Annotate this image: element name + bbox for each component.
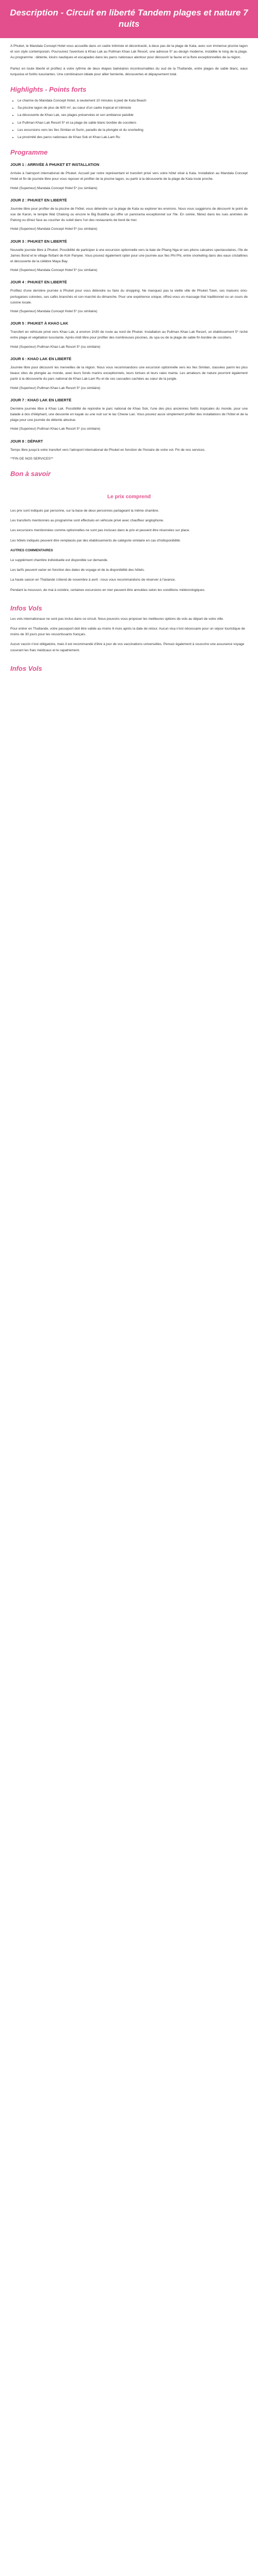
good-to-know-title: Bon à savoir [10,469,51,478]
note: Les prix sont indiqués par personne, sur la base de deux personnes partageant la même chambre. [10,509,159,513]
day-description: Journée libre pour découvrir les merveilles de la région. Nous vous recommandons une excursion optionnelle vers les îles Similan, classées parmi les plus beaux sites de plongée au monde, avec leurs fonds marins exceptionnels, leurs tortues et leurs raies manta. Les amateurs de nature pourront également partir à la découverte du parc national de Khao Lak-Lam Ru et de ses cascades cachées au cœur de la jungle. [10,365,248,381]
program-day [10,320,248,350]
supplement-note: Le supplément chambre individuelle est disponible sur demande. [10,558,108,562]
day-description: Transfert en véhicule privé vers Khao Lak, à environ 1h30 de route au nord de Phuket. Installation au Pullman Khao Lak Resort, un établissement 5* niché entre plage et végétation luxuriante. Après-midi libre pour profiter des nombreuses piscines, du spa ou de la plage de sable fin bordée de cocotiers. [10,330,248,340]
day-hotel: Hotel (Superieur) Pullman Khao Lak Resort 5* (ou similaire) [10,345,101,349]
info-title: Infos Vols [10,604,42,612]
supplement-note: La haute saison en Thaïlande s'étend de novembre à avril : nous vous recommandons de réserver à l'avance. [10,578,176,582]
day-heading: JOUR 1 : ARRIVÉE À PHUKET ET INSTALLATION [10,162,100,167]
page-title: Description - Circuit en liberté Tandem plages et nature 7 nuits [10,8,248,29]
info-note: Aucun vaccin n'est obligatoire, mais il est recommandé d'être à jour de vos vaccinations universelles. Pensez également à souscrire une assurance voyage couvrant les frais médicaux et le rapatriement. [10,642,245,652]
highlight-item: • La proximité des parcs nationaux de Khao Sok et Khao Lak-Lam Ru [18,134,248,140]
highlights-title: Highlights - Points forts [10,86,87,94]
note: Les transferts mentionnés au programme sont effectués en véhicule privé avec chauffeur anglophone. [10,519,164,523]
day-hotel: Hotel (Superieur) Mandala Concept Hotel 5* (ou similaire) [10,268,98,273]
highlight-item: • Le Pullman Khao Lak Resort 5* et sa plage de sable blanc bordée de cocotiers [18,120,248,126]
day-heading: JOUR 8 : DÉPART [10,438,43,444]
supplements-title: AUTRES COMMENTAIRES [10,548,53,552]
program-day [10,356,248,391]
day-hotel: Hotel (Superieur) Pullman Khao Lak Resort 5* (ou similaire) [10,386,101,390]
info-note: Pour entrer en Thaïlande, votre passeport doit être valide au moins 6 mois après la date de retour. Aucun visa n'est nécessaire pour un séjour touristique de moins de 30 jours pour les ressortissants français. [10,626,245,637]
day-description: Arrivée à l'aéroport international de Phuket. Accueil par notre représentant et transfert privé vers votre hôtel situé à Kata. Installation au Mandala Concept Hotel et fin de journée libre pour vous reposer et profiter de la piscine lagon, ou partir à la découverte de la plage de Kata toute proche. [10,172,248,181]
highlight-item: • Sa piscine lagon de plus de 600 m², au cœur d'un cadre tropical et intimiste [18,105,248,111]
day-description: Profitez d'une dernière journée à Phuket pour vous détendre ou faire du shopping. Ne manquez pas la vieille ville de Phuket Town, ses maisons sino-portugaises colorées, ses cafés branchés et son marché du dimanche. Pour une expérience unique, offrez-vous un massage thaï traditionnel ou un cours de cuisine locale. [10,289,248,304]
highlight-item: • La découverte de Khao Lak, ses plages préservées et son ambiance paisible [18,112,248,118]
day-description: Temps libre jusqu'à votre transfert vers l'aéroport international de Phuket en fonction de l'horaire de votre vol. Fin de nos services. [10,448,205,452]
intro-paragraph: Partez en toute liberté et profitez à votre rythme de deux étapes balnéaires incontournables du sud de la Thaïlande, entre plages de sable blanc, eaux turquoise et forêts luxuriantes. Une combinaison idéale pour allier farniente, découvertes et dépaysement total. [10,66,248,76]
day-description: Journée libre pour profiter de la piscine de l'hôtel, vous détendre sur la plage de Kata ou explorer les environs. Nous vous suggérons de découvrir le point de vue de Karon, le temple Wat Chalong ou encore le Big Buddha qui offre un panorama exceptionnel sur l'île. En soirée, flânez dans les rues animées de Patong ou dînez face au coucher du soleil dans l'un des restaurants de bord de mer. [10,207,248,223]
content [0,38,258,672]
day-description: Dernière journée libre à Khao Lak. Possibilité de rejoindre le parc national de Khao Sok, l'une des plus anciennes forêts tropicales du monde, pour une balade à dos d'éléphant, une descente en kayak ou une nuit sur le lac Cheow Lan. Vous pouvez aussi simplement profiter des installations de l'hôtel et de la plage pour une journée de détente absolue. [10,406,248,422]
supplement-note: Pendant la mousson, de mai à octobre, certaines excursions en mer peuvent être annulées selon les conditions météorologiques. [10,588,205,592]
day-hotel: Hotel (Superieur) Pullman Khao Lak Resort 5* (ou similaire) [10,427,101,431]
hero-banner [0,0,258,38]
info-note: Les vols internationaux ne sont pas inclus dans ce circuit. Nous pouvons vous proposer les meilleures options de vols au départ de votre ville. [10,617,224,621]
day-hotel: Hotel (Superieur) Mandala Concept Hotel 5* (ou similaire) [10,310,98,314]
price-box [10,492,248,501]
program-day [10,239,248,274]
highlight-item: • Le charme du Mandala Concept Hotel, à seulement 10 minutes à pied de Kata Beach [18,98,248,104]
price-label: Le prix comprend [107,494,151,500]
day-heading: JOUR 5 : PHUKET À KHAO LAK [10,321,69,326]
day-heading: JOUR 2 : PHUKET EN LIBERTÉ [10,197,67,202]
intro-paragraph: A Phuket, le Mandala Concept Hotel vous accueille dans un cadre intimiste et décontracté, à deux pas de la plage de Kata, avec son immense piscine lagon et son style contemporain. Poursuivez l'aventure à Khao Lak au Pullman Khao Lak Resort, une adresse 5* au design moderne, installée le long de la plage. Au programme : détente, loisirs nautiques et escapades dans les parcs nationaux alentour pour découvrir la faune et la flore exceptionnelles de la région. [10,44,248,60]
supplement-note: Les tarifs peuvent varier en fonction des dates de voyage et de la disponibilité des hôtels. [10,568,145,572]
info-title-secondary: Infos Vols [10,664,42,672]
program-day [10,162,248,191]
program-day [10,438,248,462]
day-heading: JOUR 3 : PHUKET EN LIBERTÉ [10,239,67,244]
program-title: Programme [10,148,48,157]
program-day [10,197,248,232]
program-day [10,397,248,432]
day-hotel: Hotel (Superieur) Mandala Concept Hotel 5* (ou similaire) [10,186,98,190]
day-heading: JOUR 4 : PHUKET EN LIBERTÉ [10,280,67,285]
day-description: Nouvelle journée libre à Phuket. Possibilité de participer à une excursion optionnelle vers la baie de Phang Nga et ses pitons calcaires spectaculaires, l'île de James Bond et le village flottant de Koh Panyee. Vous pouvez également opter pour une journée aux îles Phi Phi, entre snorkeling dans des eaux cristallines et découverte de la célèbre Maya Bay. [10,248,248,264]
day-heading: JOUR 6 : KHAO LAK EN LIBERTÉ [10,356,72,361]
note: Les hôtels indiqués peuvent être remplacés par des établissements de catégorie similaire en cas d'indisponibilité. [10,538,181,543]
day-hotel: Hotel (Superieur) Mandala Concept Hotel 5* (ou similaire) [10,227,98,231]
highlight-item: • Les excursions vers les îles Similan et Surin, paradis de la plongée et du snorkeling [18,127,248,133]
day-heading: JOUR 7 : KHAO LAK EN LIBERTÉ [10,397,72,402]
highlights-list [10,98,248,140]
program-day [10,279,248,314]
day-hotel: **FIN DE NOS SERVICES** [10,456,54,461]
note: Les excursions mentionnées comme optionnelles ne sont pas incluses dans le prix et peuvent être réservées sur place. [10,529,190,533]
